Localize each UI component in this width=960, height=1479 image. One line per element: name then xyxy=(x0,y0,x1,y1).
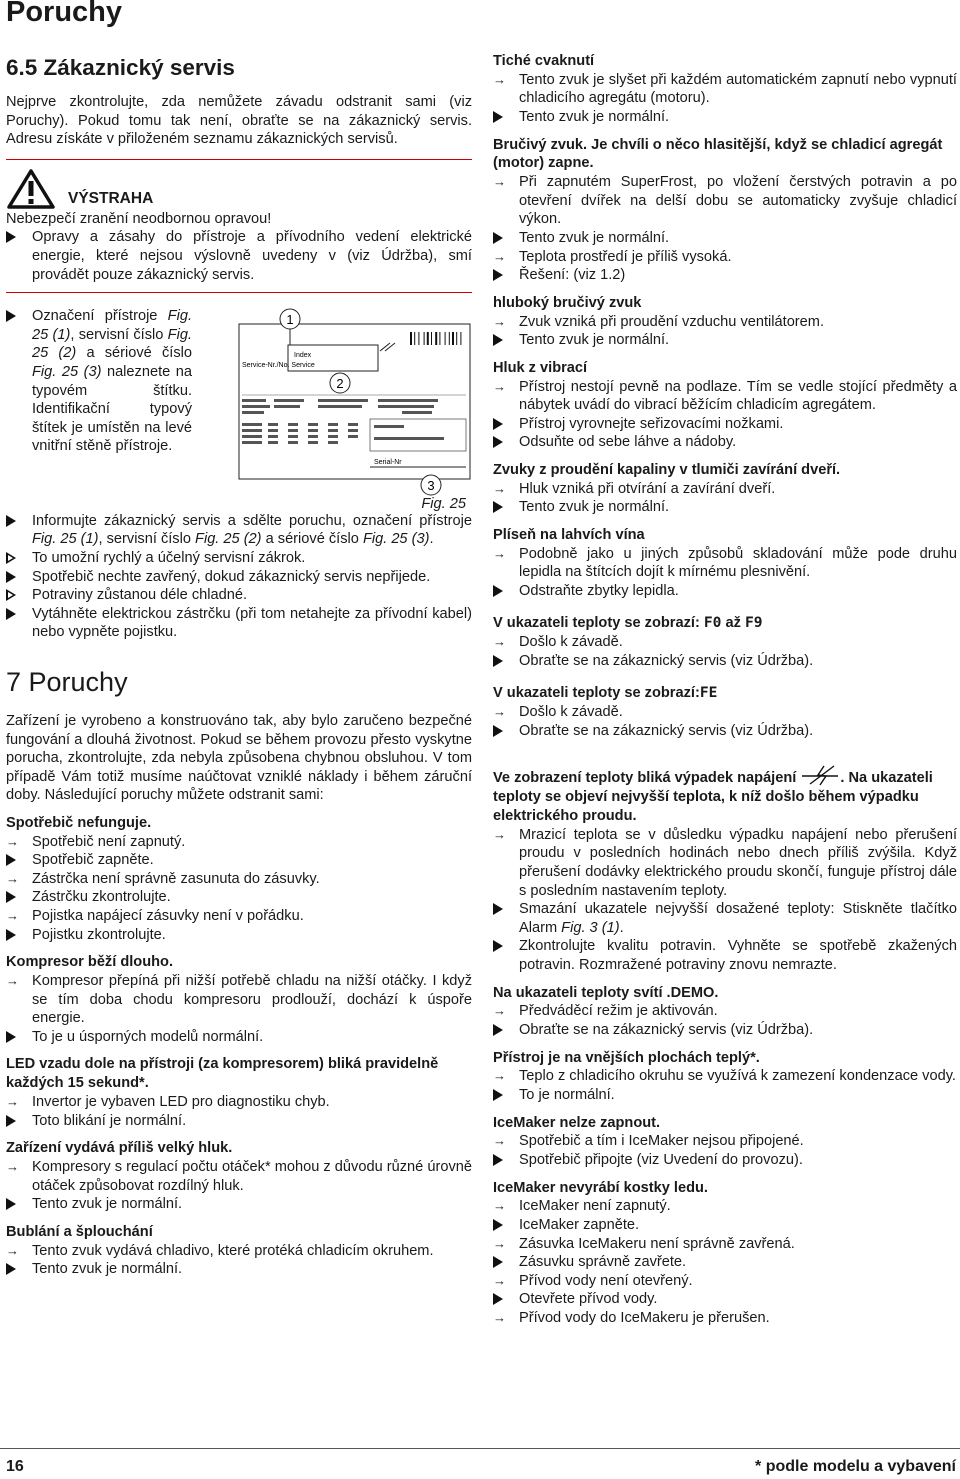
cause-arrow-icon: → xyxy=(493,704,506,720)
fault-group xyxy=(493,984,957,1040)
action-arrow-icon xyxy=(493,725,503,737)
fault-group xyxy=(6,953,472,1046)
fault-heading: Kompresor běží dlouho. xyxy=(6,954,174,971)
fault-heading: hluboký bručivý zvuk xyxy=(493,294,642,311)
power-failure-icon xyxy=(800,764,840,786)
barcode-bar xyxy=(431,332,432,345)
rating-plate-figure xyxy=(238,307,472,497)
fault-group xyxy=(493,461,957,517)
cause-arrow-icon: → xyxy=(493,1133,506,1149)
fault-heading: Bručivý zvuk. Je chvíli o něco hlasitější, když se chladicí agregát (motor) zapne. xyxy=(493,136,943,172)
cause-arrow-icon: → xyxy=(6,973,19,989)
fault-group-lcd-fe: V ukazateli teploty se zobrazí:FE → Došlo k závadě. Obraťte se na zákaznický servis (viz Údržba). xyxy=(493,684,957,740)
result-item: To umožní rychlý a účelný servisní zákrok. xyxy=(6,549,472,568)
action-arrow-icon xyxy=(6,571,16,583)
barcode-bar xyxy=(435,332,437,345)
lcd-code: FE xyxy=(699,684,718,702)
cause-item: → Předváděcí režim je aktivován. xyxy=(493,1003,718,1020)
fault-group xyxy=(493,136,957,285)
fault-heading: IceMaker nelze zapnout. xyxy=(493,1114,661,1131)
action-arrow-icon xyxy=(493,111,503,123)
fault-heading: Na ukazateli teploty svítí .DEMO. xyxy=(493,984,719,1001)
cause-item: → Teplo z chladicího okruhu se využívá k zamezení kondenzace vody. xyxy=(493,1068,956,1085)
fault-group xyxy=(493,294,957,350)
cause-arrow-icon: → xyxy=(493,174,506,190)
right-column xyxy=(493,52,957,1327)
action-arrow-icon xyxy=(6,929,16,941)
warning-text: Nebezpečí zranění neodbornou opravou! xyxy=(6,210,272,227)
action-arrow-icon xyxy=(493,1154,503,1166)
footer-note: * podle modelu a vybavení xyxy=(755,1458,956,1475)
rating-plate-illustration xyxy=(238,307,472,499)
action-item: To je u úsporných modelů normální. xyxy=(6,1028,472,1047)
action-arrow-icon xyxy=(6,854,16,866)
action-item: Odstraňte zbytky lepidla. xyxy=(493,582,957,601)
result-item: Potraviny zůstanou déle chladné. xyxy=(6,586,472,605)
action-arrow-icon xyxy=(493,1219,503,1231)
action-arrow-icon xyxy=(493,940,503,952)
fault-group xyxy=(493,52,957,127)
barcode-bar xyxy=(427,332,429,345)
cause-item: → Zástrčka není správně zasunuta do zásuvky. xyxy=(6,870,320,887)
action-item: Zástrčku zkontrolujte. xyxy=(6,888,472,907)
cause-item: → Došlo k závadě. xyxy=(493,704,623,721)
action-arrow-icon xyxy=(493,903,503,915)
fault-group-lcd-range: V ukazateli teploty se zobrazí: F0 až F9 → Došlo k závadě. Obraťte se na zákaznický servis (viz Údržba). xyxy=(493,614,957,670)
action-arrow-icon xyxy=(493,1024,503,1036)
warning-box xyxy=(6,159,472,293)
barcode-bar xyxy=(445,332,446,345)
cause-arrow-icon: → xyxy=(493,378,506,394)
action-arrow-icon xyxy=(6,310,16,322)
action-item: Tento zvuk je normální. xyxy=(493,108,957,127)
cause-item: → Spotřebič není zapnutý. xyxy=(6,833,186,850)
cause-item: → Invertor je vybaven LED pro diagnostiku chyb. xyxy=(6,1094,330,1110)
barcode-bar xyxy=(418,332,419,345)
result-triangle-icon xyxy=(6,589,16,601)
action-arrow-icon xyxy=(6,231,16,243)
cause-item: → Kompresor přepíná při nižší potřebě chladu na nižší otáčky. I když se tím doba chodu kompresoru prodlouží, dochází k úspoře energie. xyxy=(6,973,472,1027)
cause-item: → Přívod vody není otevřený. xyxy=(493,1272,693,1289)
action-arrow-icon xyxy=(493,269,503,281)
cause-item: → Zvuk vzniká při proudění vzduchu ventilátorem. xyxy=(493,313,824,330)
action-item: Otevřete přívod vody. xyxy=(493,1290,957,1309)
cause-arrow-icon: → xyxy=(493,826,506,842)
action-arrow-icon xyxy=(493,501,503,513)
action-item: Pojistku zkontrolujte. xyxy=(6,926,472,945)
action-item: Obraťte se na zákaznický servis (viz Údržba). xyxy=(493,1021,957,1040)
cause-item: → Přívod vody do IceMakeru je přerušen. xyxy=(493,1309,770,1326)
cause-arrow-icon: → xyxy=(6,1094,19,1109)
footer-rule xyxy=(0,1448,960,1449)
fault-list-right-a xyxy=(493,52,957,600)
cause-item: → Došlo k závadě. xyxy=(493,634,623,651)
fault-heading: Spotřebič nefunguje. xyxy=(6,814,152,831)
cause-arrow-icon: → xyxy=(493,71,506,87)
cause-item: → Tento zvuk vydává chladivo, které protéká chladicím okruhem. xyxy=(6,1242,434,1259)
fault-heading: IceMaker nevyrábí kostky ledu. xyxy=(493,1179,708,1196)
fault-heading: LED vzadu dole na přístroji (za kompresorem) bliká pravidelně každých 15 sekund*. xyxy=(6,1056,439,1092)
fault-heading: Hluk z vibrací xyxy=(493,359,588,376)
cause-item: → Podobně jako u jiných způsobů skladování může pode druhu lepidla na štítcích dojít k mírnému plesnivění. xyxy=(493,545,957,581)
fault-list-left xyxy=(6,814,472,1279)
action-arrow-icon xyxy=(493,418,503,430)
cause-arrow-icon: → xyxy=(6,908,19,924)
action-item: Spotřebič připojte (viz Uvedení do provozu). xyxy=(493,1151,957,1170)
cause-arrow-icon: → xyxy=(493,313,506,329)
fault-group xyxy=(493,526,957,601)
action-item: Vytáhněte elektrickou zástrčku (při tom netahejte za přívodní kabel) nebo vypněte pojistku. xyxy=(6,605,472,642)
action-arrow-icon xyxy=(493,585,503,597)
fault-list-right-b xyxy=(493,984,957,1328)
action-arrow-icon xyxy=(6,1198,16,1210)
cause-arrow-icon: → xyxy=(6,833,19,849)
action-arrow-icon xyxy=(493,1256,503,1268)
cause-item: → Spotřebič a tím i IceMaker nejsou připojené. xyxy=(493,1133,804,1150)
warning-item: Opravy a zásahy do přístroje a přívodního vedení elektrické energie, které nejsou výslovně uvedeny v (viz Údržba), smí provádět pouze zákaznický servis. xyxy=(6,228,472,284)
fault-group xyxy=(493,1049,957,1105)
action-arrow-icon xyxy=(6,1031,16,1043)
cause-item: → IceMaker není zapnutý. xyxy=(493,1198,671,1215)
action-item: Informujte zákaznický servis a sdělte poruchu, označení přístroje Fig. 25 (1), servisní číslo Fig. 25 (2) a sériové číslo Fig. 25 (3). xyxy=(6,512,472,549)
chapter-heading: 7 Poruchy xyxy=(6,666,128,697)
fault-heading: Přístroj je na vnějších plochách teplý*. xyxy=(493,1049,760,1066)
cause-arrow-icon: → xyxy=(493,1235,506,1251)
page-title: Poruchy xyxy=(6,0,123,28)
action-arrow-icon xyxy=(493,655,503,667)
cause-item: → Pojistka napájecí zásuvky není v pořádku. xyxy=(6,908,304,925)
fault-group xyxy=(6,1139,472,1214)
cause-item: → Mrazicí teplota se v důsledku výpadku napájení nebo přerušení proudu v posledních hodinách nebo dnech příliš zvýšila. Když přerušení dodávky elektrického proudu skončí, funguje přístroj dále s posledním nastavením teploty. xyxy=(493,826,957,899)
cause-arrow-icon: → xyxy=(6,1158,19,1174)
label-location-item: Označení přístroje Fig. 25 (1), servisní číslo Fig. 25 (2) a sériové číslo Fig. 25 (3) naleznete na typovém štítku. Identifikační typový štítek je umístěn na levé vnitřní stěně přístroje. xyxy=(6,307,192,497)
action-arrow-icon xyxy=(493,334,503,346)
barcode-icon xyxy=(408,331,466,347)
action-item: To je normální. xyxy=(493,1086,957,1105)
left-column xyxy=(6,52,472,1279)
fault-heading: Zvuky z proudění kapaliny v tlumiči zavírání dveří. xyxy=(493,461,841,478)
warning-triangle-icon xyxy=(6,168,56,210)
service-steps xyxy=(6,512,472,642)
fault-group xyxy=(6,1223,472,1279)
action-item: Tento zvuk je normální. xyxy=(493,331,957,350)
action-arrow-icon xyxy=(493,436,503,448)
action-item: Tento zvuk je normální. xyxy=(493,229,957,248)
result-triangle-icon xyxy=(6,552,16,564)
fault-group-power-failure: Ve zobrazení teploty bliká výpadek napájení . Na ukazateli teploty se objeví nejvyšší teplota, k níž došlo během výpadku elektrického proudu. → Mrazicí teplota se v důsledku výpadku napájení nebo přerušení proudu v posledních hodinách nebo dnech příliš zvýšila. Když přerušení dodávky elektrického proudu skončí, funguje přístroj dále s posledním nastavením teploty. Smazání ukazatele nejvyšší dosažené teploty: Stiskněte tlačítko Alarm Fig. 3 (1). Zkontrolujte kvalitu potravin. Vyhněte se spotřebě zkažených potravin. Rozmražené potraviny znovu nemrazte. xyxy=(493,764,957,974)
cause-arrow-icon: → xyxy=(6,870,19,886)
barcode-bar xyxy=(460,332,461,345)
lcd-code: F9 xyxy=(744,614,763,632)
action-arrow-icon xyxy=(6,1263,16,1275)
action-item: Spotřebič zapněte. xyxy=(6,851,472,870)
action-item: Toto blikání je normální. xyxy=(6,1112,472,1131)
fault-group xyxy=(493,359,957,452)
service-label: Service-Nr./No. Service xyxy=(242,362,315,370)
action-item: Odsuňte od sebe láhve a nádoby. xyxy=(493,433,957,452)
cause-arrow-icon: → xyxy=(493,248,506,264)
barcode-bar xyxy=(439,332,440,345)
callout-1: 1 xyxy=(286,312,294,328)
serial-label: Serial-Nr xyxy=(374,459,402,467)
cause-item: → Hluk vzniká při otvírání a zavírání dveří. xyxy=(493,480,776,497)
index-label: Index xyxy=(294,352,312,360)
barcode-bar xyxy=(452,332,454,345)
action-item: Zásuvku správně zavřete. xyxy=(493,1253,957,1272)
barcode-bar xyxy=(410,332,412,345)
action-item: Tento zvuk je normální. xyxy=(6,1260,472,1279)
action-arrow-icon xyxy=(6,608,16,620)
intro-text: Nejprve zkontrolujte, zda nemůžete závadu odstranit sami (viz Poruchy). Pokud tomu tak není, obraťte se na zákaznický servis. Adresu získáte v přiloženém seznamu zákaznických servisů. xyxy=(6,94,472,148)
action-arrow-icon xyxy=(6,891,16,903)
callout-3: 3 xyxy=(427,478,435,494)
cause-arrow-icon: → xyxy=(493,480,506,496)
action-item: Obraťte se na zákaznický servis (viz Údržba). xyxy=(493,722,957,741)
cause-item: → Tento zvuk je slyšet při každém automatickém zapnutí nebo vypnutí chladicího agregátu (motoru). xyxy=(493,71,957,107)
action-item: Tento zvuk je normální. xyxy=(493,498,957,517)
fault-heading: Zařízení vydává příliš velký hluk. xyxy=(6,1140,233,1157)
cause-arrow-icon: → xyxy=(493,634,506,650)
cause-item: → Při zapnutém SuperFrost, po vložení čerstvých potravin a po otevření dvířek na delší dobu se automaticky zvyšuje chladicí výkon. xyxy=(493,174,957,228)
fault-group xyxy=(493,1114,957,1170)
action-arrow-icon xyxy=(6,1115,16,1127)
action-item: Spotřebič nechte zavřený, dokud zákaznický servis nepřijede. xyxy=(6,568,472,587)
cause-arrow-icon: → xyxy=(493,1272,506,1288)
fault-group xyxy=(6,1055,472,1130)
cause-item: → Zásuvka IceMakeru není správně zavřená. xyxy=(493,1235,795,1252)
cause-item: → Teplota prostředí je příliš vysoká. xyxy=(493,248,732,265)
cause-item: → Kompresory s regulací počtu otáček* mohou z důvodu různé úrovně otáček způsobovat rozdílný hluk. xyxy=(6,1158,472,1194)
cause-arrow-icon: → xyxy=(493,1003,506,1019)
cause-arrow-icon: → xyxy=(6,1242,19,1258)
action-item: Řešení: (viz 1.2) xyxy=(493,266,957,285)
fault-heading: Tiché cvaknutí xyxy=(493,53,595,69)
action-arrow-icon xyxy=(493,1293,503,1305)
action-item: Zkontrolujte kvalitu potravin. Vyhněte se spotřebě zkažených potravin. Rozmražené potraviny znovu nemrazte. xyxy=(493,937,957,974)
cause-arrow-icon: → xyxy=(493,1198,506,1214)
action-item: Smazání ukazatele nejvyšší dosažené teploty: Stiskněte tlačítko Alarm Fig. 3 (1). xyxy=(493,900,957,937)
action-arrow-icon xyxy=(493,232,503,244)
warning-title: VÝSTRAHA xyxy=(68,190,154,208)
chapter-intro: Zařízení je vyrobeno a konstruováno tak, aby bylo zaručeno bezpečné fungování a dlouhá životnost. Pokud se během provozu přesto vyskytne porucha, zkontrolujte, zda nebyla způsobena chybnou obsluhou. V tom případě Vám totiž musíme naúčtovat vzniklé náklady i během záruční doby. Následující poruchy můžete odstranit sami: xyxy=(6,712,472,804)
fault-heading: Plíseň na lahvích vína xyxy=(493,526,645,543)
lcd-code: F0 xyxy=(703,614,722,632)
fault-heading: Bublání a šplouchání xyxy=(6,1223,153,1240)
cause-item: → Přístroj nestojí pevně na podlaze. Tím se vedle stojící předměty a nábytek uvádí do vibrací běžícím chladicím agregátem. xyxy=(493,378,957,414)
action-arrow-icon xyxy=(6,515,16,527)
cause-arrow-icon: → xyxy=(493,545,506,561)
cause-arrow-icon: → xyxy=(493,1068,506,1084)
action-item: IceMaker zapněte. xyxy=(493,1216,957,1235)
barcode-bar xyxy=(456,332,457,345)
barcode-bar xyxy=(449,332,450,345)
fault-group xyxy=(493,1179,957,1328)
barcode-bar xyxy=(424,332,425,345)
figure-caption: Fig. 25 xyxy=(421,496,466,513)
page-number: 16 xyxy=(6,1458,24,1475)
callout-2: 2 xyxy=(336,376,344,392)
action-arrow-icon xyxy=(493,1089,503,1101)
action-item: Obraťte se na zákaznický servis (viz Údržba). xyxy=(493,652,957,671)
action-item: Tento zvuk je normální. xyxy=(6,1195,472,1214)
section-heading: 6.5 Zákaznický servis xyxy=(6,55,235,80)
action-item: Přístroj vyrovnejte seřizovacími nožkami. xyxy=(493,415,957,434)
cause-arrow-icon: → xyxy=(493,1309,506,1325)
fault-group xyxy=(6,814,472,944)
barcode-bar xyxy=(414,332,415,345)
